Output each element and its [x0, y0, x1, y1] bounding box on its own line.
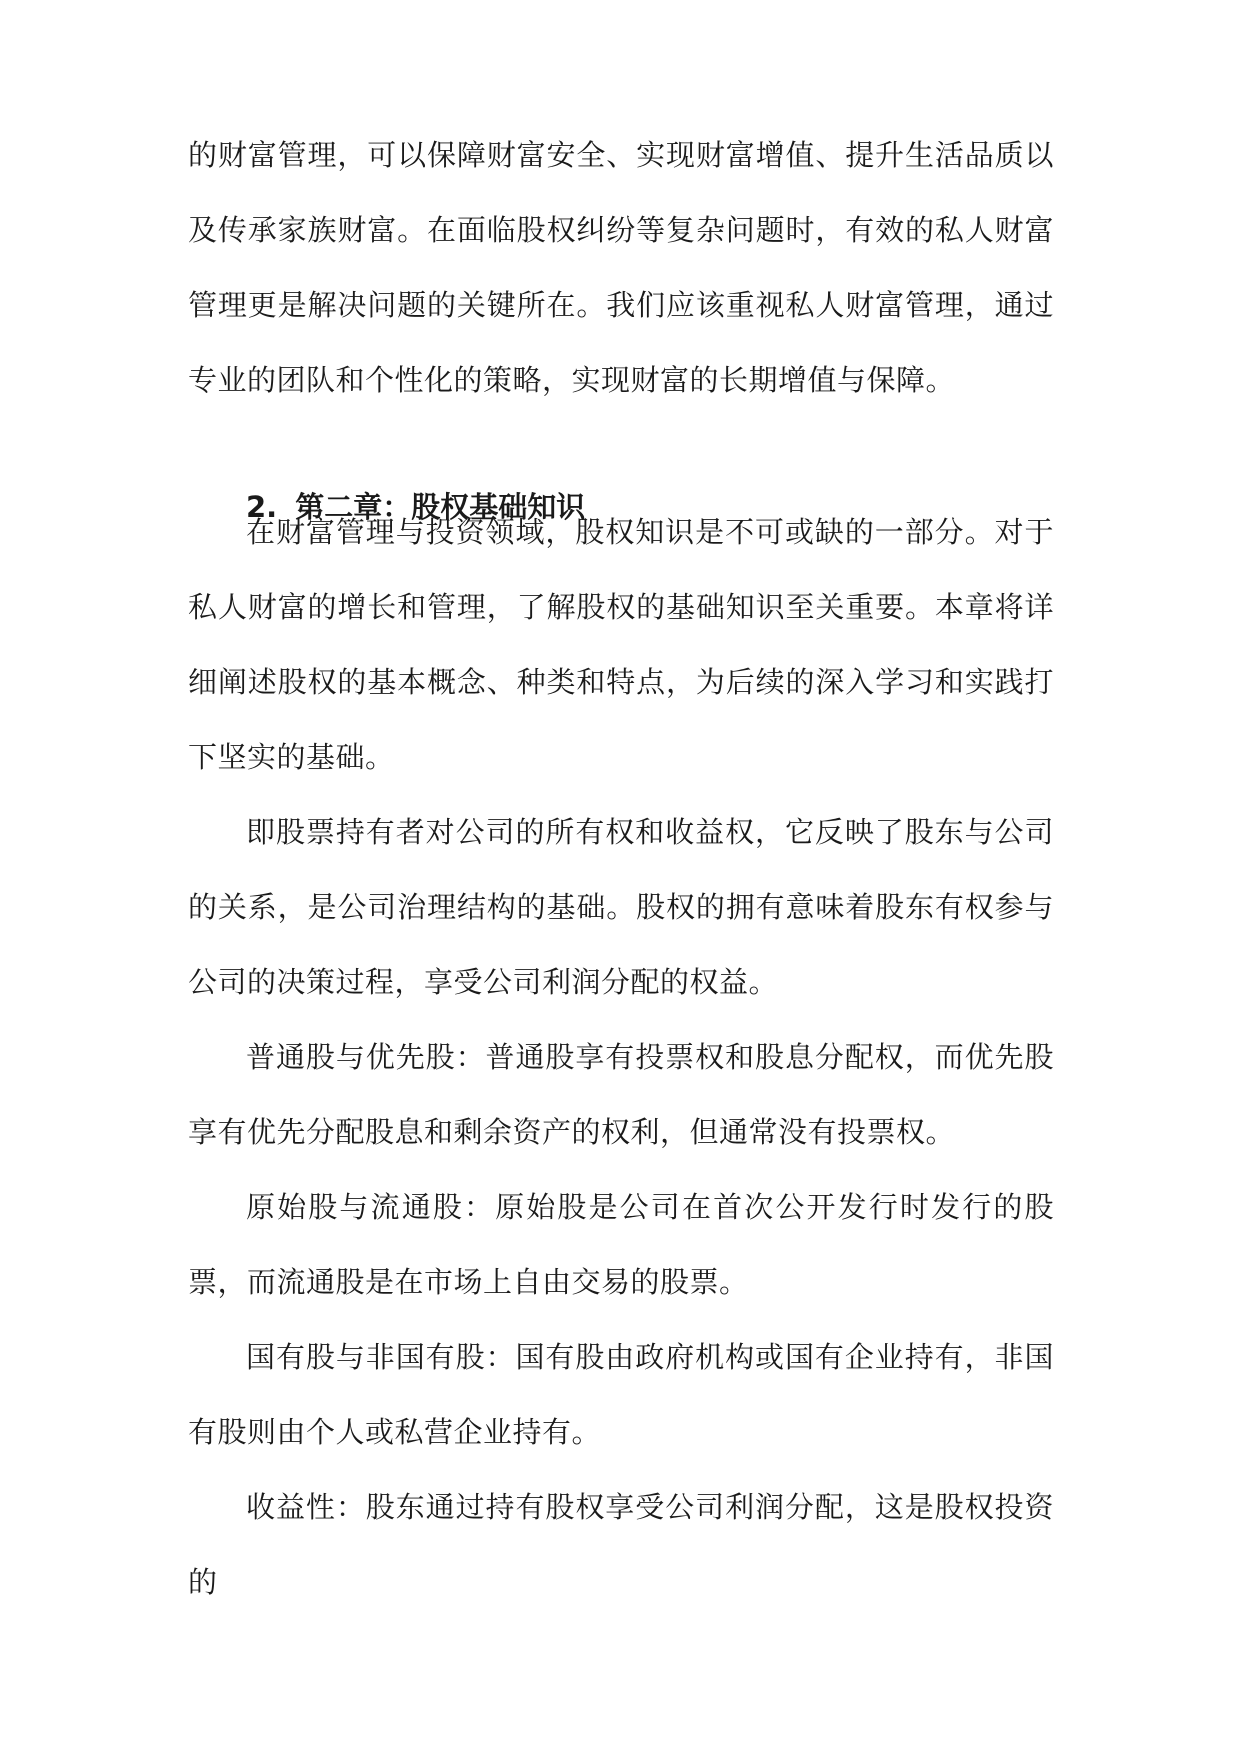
- paragraph-common-preferred: 普通股与优先股：普通股享有投票权和股息分配权，而优先股享有优先分配股息和剩余资产的权利，但通常没有投票权。: [188, 1040, 1054, 1149]
- paragraph-definition: 即股票持有者对公司的所有权和收益权，它反映了股东与公司的关系，是公司治理结构的基础。股权的拥有意味着股东有权参与公司的决策过程，享受公司利润分配的权益。: [188, 815, 1054, 999]
- chapter-number: 2.: [246, 490, 278, 524]
- chapter-body: [188, 495, 1054, 1620]
- paragraph-state-nonstate: 国有股与非国有股：国有股由政府机构或国有企业持有，非国有股则由个人或私营企业持有。: [188, 1340, 1054, 1449]
- paragraph-continuation: 的财富管理，可以保障财富安全、实现财富增值、提升生活品质以及传承家族财富。在面临股权纠纷等复杂问题时，有效的私人财富管理更是解决问题的关键所在。我们应该重视私人财富管理，通过专业的团队和个性化的策略，实现财富的长期增值与保障。: [188, 138, 1054, 397]
- paragraph-profitability: 收益性：股东通过持有股权享受公司利润分配，这是股权投资的: [188, 1490, 1054, 1599]
- paragraph-original-circulating: 原始股与流通股：原始股是公司在首次公开发行时发行的股票，而流通股是在市场上自由交易的股票。: [188, 1190, 1054, 1299]
- paragraph-intro: 在财富管理与投资领域，股权知识是不可或缺的一部分。对于私人财富的增长和管理，了解股权的基础知识至关重要。本章将详细阐述股权的基本概念、种类和特点，为后续的深入学习和实践打下坚实的基础。: [188, 515, 1054, 774]
- chapter-title: 第二章：股权基础知识: [295, 490, 586, 524]
- intro-text-block: [188, 118, 1054, 418]
